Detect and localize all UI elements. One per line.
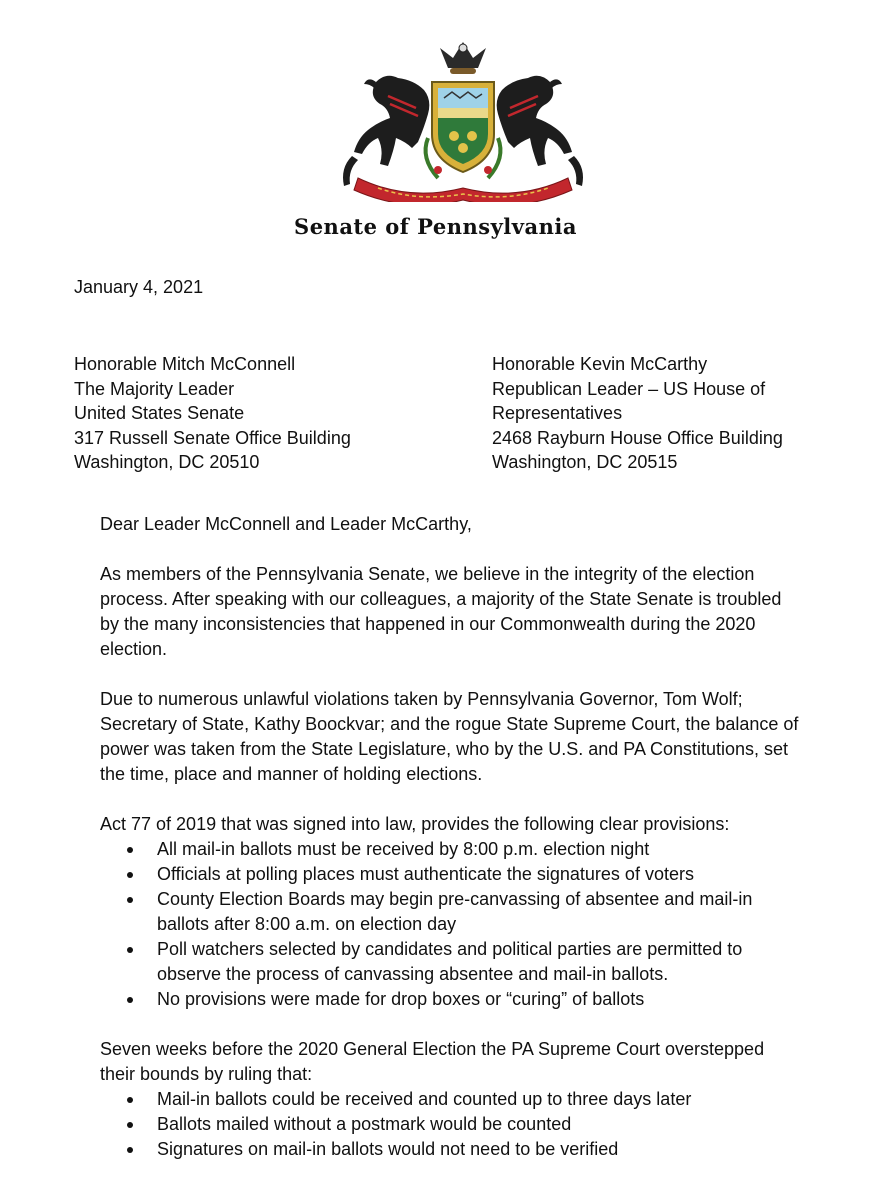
address-line: United States Senate — [74, 403, 245, 423]
bullet-icon — [127, 1097, 133, 1103]
address-line: Washington, DC 20515 — [492, 452, 678, 472]
ribbon-banner-icon — [354, 178, 572, 202]
bullet-icon — [127, 997, 133, 1003]
bullet-icon — [127, 897, 133, 903]
pennsylvania-coat-of-arms-icon — [328, 38, 598, 202]
recipient-address-right — [492, 352, 783, 475]
bullet-icon — [127, 1122, 133, 1128]
list-item: County Election Boards may begin pre-canvassing of absentee and mail-in ballots after 8:00 a.m. on election day — [100, 887, 800, 937]
address-line: 2468 Rayburn House Office Building — [492, 427, 783, 448]
left-horse-icon — [343, 76, 429, 186]
list-item: Ballots mailed without a postmark would be counted — [100, 1112, 800, 1137]
shield-icon — [432, 82, 494, 172]
salutation: Dear Leader McConnell and Leader McCarthy, — [100, 514, 472, 534]
paragraph-2: Due to numerous unlawful violations taken by Pennsylvania Governor, Tom Wolf; Secretary of State, Kathy Boockvar; and the rogue State Supreme Court, the balance of power was taken from the State Legislature, who by the U.S. and PA Constitutions, set the time, place and manner of holding elections. — [100, 689, 799, 784]
address-line: Honorable Mitch McConnell — [74, 354, 296, 374]
list-item: Officials at polling places must authenticate the signatures of voters — [100, 862, 800, 887]
eagle-icon — [440, 42, 486, 74]
list-item: Mail-in ballots could be received and counted up to three days later — [100, 1087, 800, 1112]
address-line: 317 Russell Senate Office Building — [74, 427, 351, 448]
letter-date: January 4, 2021 — [74, 277, 204, 297]
paragraph-3: Act 77 of 2019 that was signed into law, provides the following clear provisions: — [100, 814, 730, 834]
bullet-icon — [127, 847, 133, 853]
address-line: Representatives — [492, 403, 623, 423]
recipient-address-left — [74, 352, 351, 475]
letter-body — [100, 512, 800, 1187]
list-item: All mail-in ballots must be received by 8:00 p.m. election night — [100, 837, 800, 862]
letterhead-title: Senate of Pennsylvania — [294, 214, 577, 239]
paragraph-4: Seven weeks before the 2020 General Election the PA Supreme Court overstepped their bounds by ruling that: — [100, 1039, 765, 1084]
list-item: Poll watchers selected by candidates and political parties are permitted to observe the process of canvassing absentee and mail-in ballots. — [100, 937, 800, 987]
address-line: Honorable Kevin McCarthy — [492, 354, 708, 374]
address-line: Washington, DC 20510 — [74, 452, 260, 472]
list-item: No provisions were made for drop boxes or “curing” of ballots — [100, 987, 800, 1012]
ruling-list — [100, 1087, 800, 1162]
bullet-icon — [127, 1147, 133, 1153]
provisions-list — [100, 837, 800, 1012]
address-line: Republican Leader – US House of — [492, 378, 766, 399]
bullet-icon — [127, 947, 133, 953]
paragraph-1: As members of the Pennsylvania Senate, we believe in the integrity of the election process. After speaking with our colleagues, a majority of the State Senate is troubled by the many inconsistencies that happened in our Commonwealth during the 2020 election. — [100, 564, 782, 659]
bullet-icon — [127, 872, 133, 878]
address-line: The Majority Leader — [74, 378, 235, 399]
right-horse-icon — [497, 76, 583, 186]
list-item: Signatures on mail-in ballots would not need to be verified — [100, 1137, 800, 1162]
